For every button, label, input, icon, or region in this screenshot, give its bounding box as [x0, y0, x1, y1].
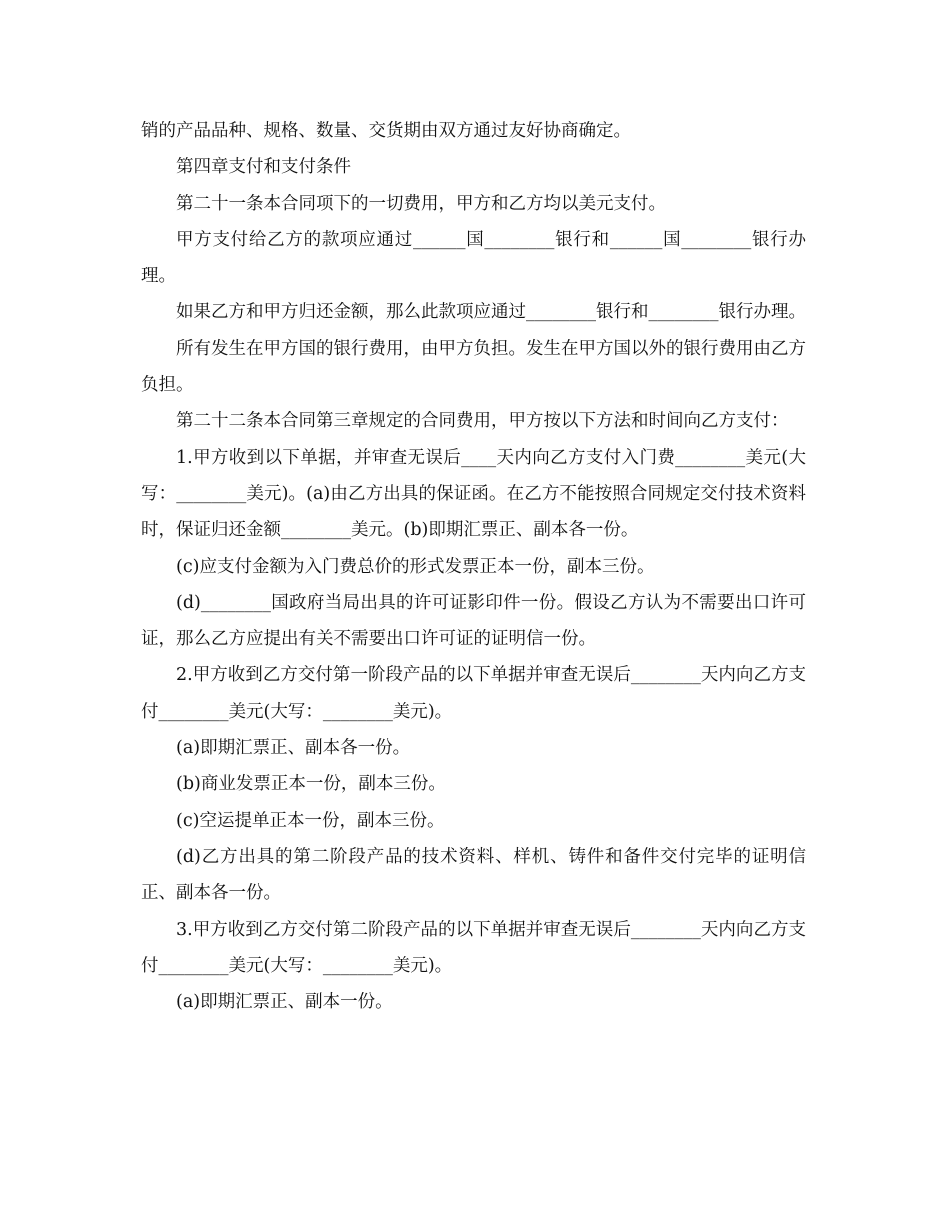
- article-22: 第二十二条本合同第三章规定的合同费用，甲方按以下方法和时间向乙方支付：: [176, 411, 789, 432]
- paragraph-refund-banks: 如果乙方和甲方归还金额，那么此款项应通过________银行和________银行办理。: [176, 302, 806, 323]
- clause-2-item-a: (a)即期汇票正、副本各一份。: [176, 738, 411, 759]
- clause-1-item-d: (d)________国政府当局出具的许可证影印件一份。假设乙方认为不需要出口许可证，那么乙方应提出有关不需要出口许可证的证明信一份。: [141, 592, 806, 650]
- clause-3: 3.甲方收到乙方交付第二阶段产品的以下单据并审查无误后________天内向乙方支付________美元(大写：________美元)。: [141, 919, 806, 976]
- clause-1-item-c: (c)应支付金额为入门费总价的形式发票正本一份，副本三份。: [176, 556, 655, 577]
- clause-2-item-c: (c)空运提单正本一份，副本三份。: [176, 810, 445, 831]
- paragraph-bank-fees: 所有发生在甲方国的银行费用，由甲方负担。发生在甲方国以外的银行费用由乙方负担。: [141, 338, 806, 396]
- clause-3-item-a: (a)即期汇票正、副本一份。: [176, 992, 393, 1013]
- clause-2-item-b: (b)商业发票正本一份，副本三份。: [176, 774, 446, 795]
- paragraph-payment-banks: 甲方支付给乙方的款项应通过______国________银行和______国________银行办理。: [141, 229, 806, 287]
- clause-2: 2.甲方收到乙方交付第一阶段产品的以下单据并审查无误后________天内向乙方支付________美元(大写：________美元)。: [141, 665, 806, 722]
- chapter-heading: 第四章支付和支付条件: [176, 157, 351, 178]
- paragraph-continuation: 销的产品品种、规格、数量、交货期由双方通过友好协商确定。: [141, 121, 631, 141]
- clause-1: 1.甲方收到以下单据，并审查无误后____天内向乙方支付入门费________美元(大写：________美元)。(a)由乙方出具的保证函。在乙方不能按照合同规定交付技术资料时，保证归还金额________美元。(b)即期汇票正、副本各一份。: [141, 447, 806, 541]
- document-body: [141, 113, 806, 1020]
- clause-2-item-d: (d)乙方出具的第二阶段产品的技术资料、样机、铸件和备件交付完毕的证明信正、副本各一份。: [141, 846, 806, 904]
- article-21: 第二十一条本合同项下的一切费用，甲方和乙方均以美元支付。: [176, 193, 666, 214]
